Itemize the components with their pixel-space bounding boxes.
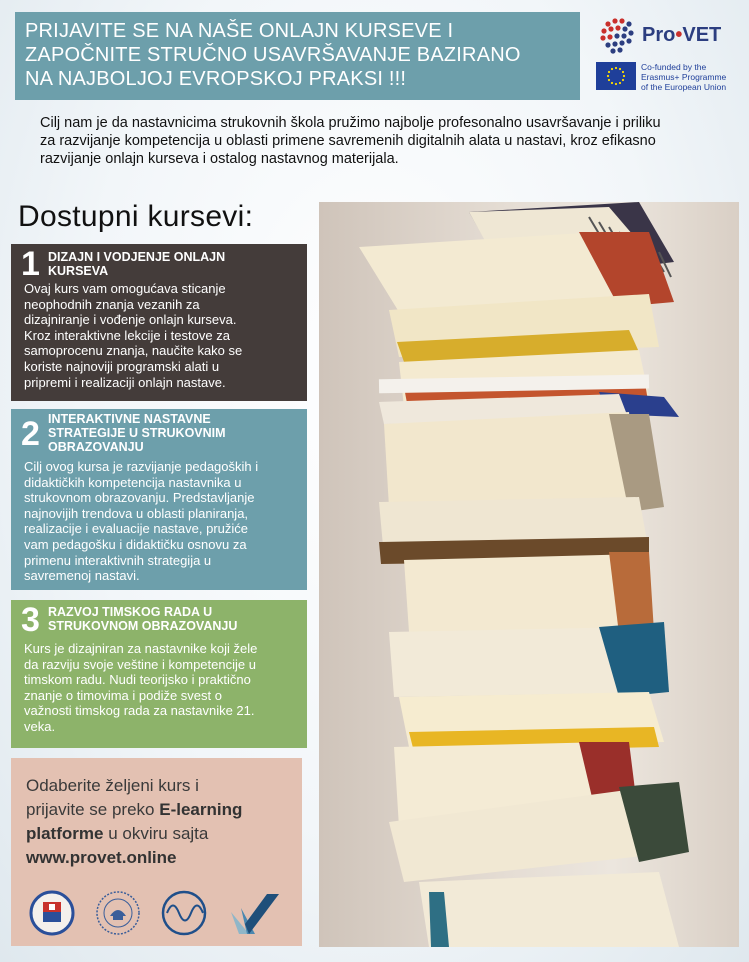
cta-text [26,774,242,870]
course-title-line: STRUKOVNOM OBRAZOVANJU [48,619,238,633]
course-body-line: da razviju svoje veštine i kompetencije u [24,656,256,672]
eu-text-line: Co-funded by the [641,62,707,72]
intro-paragraph [40,114,720,168]
eu-text-line: of the European Union [641,82,727,92]
cta-text-span: u okviru sajta [103,824,209,843]
course-title [48,605,237,633]
course-body-line: koriste najnoviji programski alati u [24,358,220,374]
eu-text-line: Erasmus+ Programme [641,72,727,82]
course-body-line: Ovaj kurs vam omogućava sticanje [24,281,226,296]
course-title [48,412,226,454]
cta-line [26,798,242,822]
sine-wave-logo-icon [161,890,207,936]
section-title: Dostupni kursevi: [18,200,254,233]
course-body-line: vam pedagošku i didaktičku osnovu za [24,536,247,552]
cta-text-span: prijavite se preko [26,800,160,819]
course-body-line: strukovnom obrazovanju. Predstavljanje [24,490,255,506]
course-body-line: primenu interaktivnih strategija u [24,552,212,568]
course-title-line: DIZAJN I VODJENJE ONLAJN [48,250,226,264]
eu-cofunded-text [641,62,726,92]
cta-line [26,846,242,870]
course-body-line: samoprocenu znanja, naučite kako se [24,343,243,359]
course-title-line: RAZVOJ TIMSKOG RADA U [48,605,213,619]
course-body-line: realizacije i evaluacije nastave, pružiće [24,521,249,537]
course-description [24,459,258,584]
course-description [24,641,257,735]
books-stack-image [319,202,739,947]
course-title-line: KURSEVA [48,264,109,278]
brand-name-part: Pro [642,24,676,46]
course-body-line: Kroz interaktivne lekcije i testove za [24,327,230,343]
course-body-line: savremenoj nastavi. [24,568,140,584]
course-title-line: INTERAKTIVNE NASTAVNE [48,412,211,426]
header-line: NA NAJBOLJOJ EVROPSKOJ PRAKSI !!! [25,68,407,90]
partner-logos [29,890,299,940]
provet-logo-icon [598,16,640,56]
university-seal-icon [29,890,75,936]
course-body-line: važnosti timskog rada za nastavnike 21. [24,703,255,719]
cta-line: Odaberite željeni kurs i [26,776,199,795]
header-line: PRIJAVITE SE NA NAŠE ONLAJN KURSEVE I [25,20,454,42]
course-body-line: Kurs je dizajniran za nastavnike koji žele [24,641,258,656]
intro-line: Cilj nam je da nastavnicima strukovnih škola pružimo najbolje profesonalno usavršavanje i priliku [40,115,661,131]
course-card-3 [11,600,307,748]
platform-label: platforme [26,824,104,843]
course-body-line: znanje o timovima i podiže svest o [24,687,222,703]
check-triangle-logo-icon [227,890,283,936]
course-body-line: najnovijih trendova u oblasti planiranja, [24,505,249,521]
course-card-2 [11,409,307,590]
course-body-line: pripremi i realizaciji onlajn nastave. [24,374,226,390]
brand-name-part: VET [682,24,722,46]
header-line: ZAPOČNITE STRUČNO USAVRŠAVANJE BAZIRANO [25,44,521,66]
course-body-line: didaktičkih kompetencija nastavnika u [24,474,242,490]
course-number: 2 [21,415,40,453]
brand-logos [594,12,744,96]
course-body-line: neophodnih znanja vezanih za [24,296,200,312]
eu-flag-icon [596,62,636,90]
course-body-line: veka. [24,718,56,734]
course-number: 1 [21,245,40,283]
course-body-line: dizajniranje i vođenje onlajn kurseva. [24,312,237,328]
provet-brand-name [642,24,721,47]
brand-dot: • [675,24,683,46]
intro-line: za razvijanje kompetencija u oblasti primene savremenih digitalnih alata u nastavi, kroz efikasno [40,133,656,149]
course-title [48,250,225,278]
header-banner [15,12,580,100]
course-body-line: Cilj ovog kursa je razvijanje pedagoških i [24,459,259,474]
elearning-label: E-learning [159,800,243,819]
call-to-action-box [11,758,302,946]
website-link[interactable]: www.provet.online [26,848,177,867]
course-title-line: STRATEGIJE U STRUKOVNIM [48,426,226,440]
university-novi-sad-seal-icon [95,890,141,936]
course-description [24,281,242,390]
course-title-line: OBRAZOVANJU [48,440,144,454]
course-number: 3 [21,601,40,639]
course-card-1 [11,244,307,401]
course-body-line: timskom radu. Nudi teorijsko i praktično [24,672,251,688]
intro-line: razvijanje onlajn kurseva i ostalog nastavnog materijala. [40,151,399,167]
cta-line [26,822,242,846]
